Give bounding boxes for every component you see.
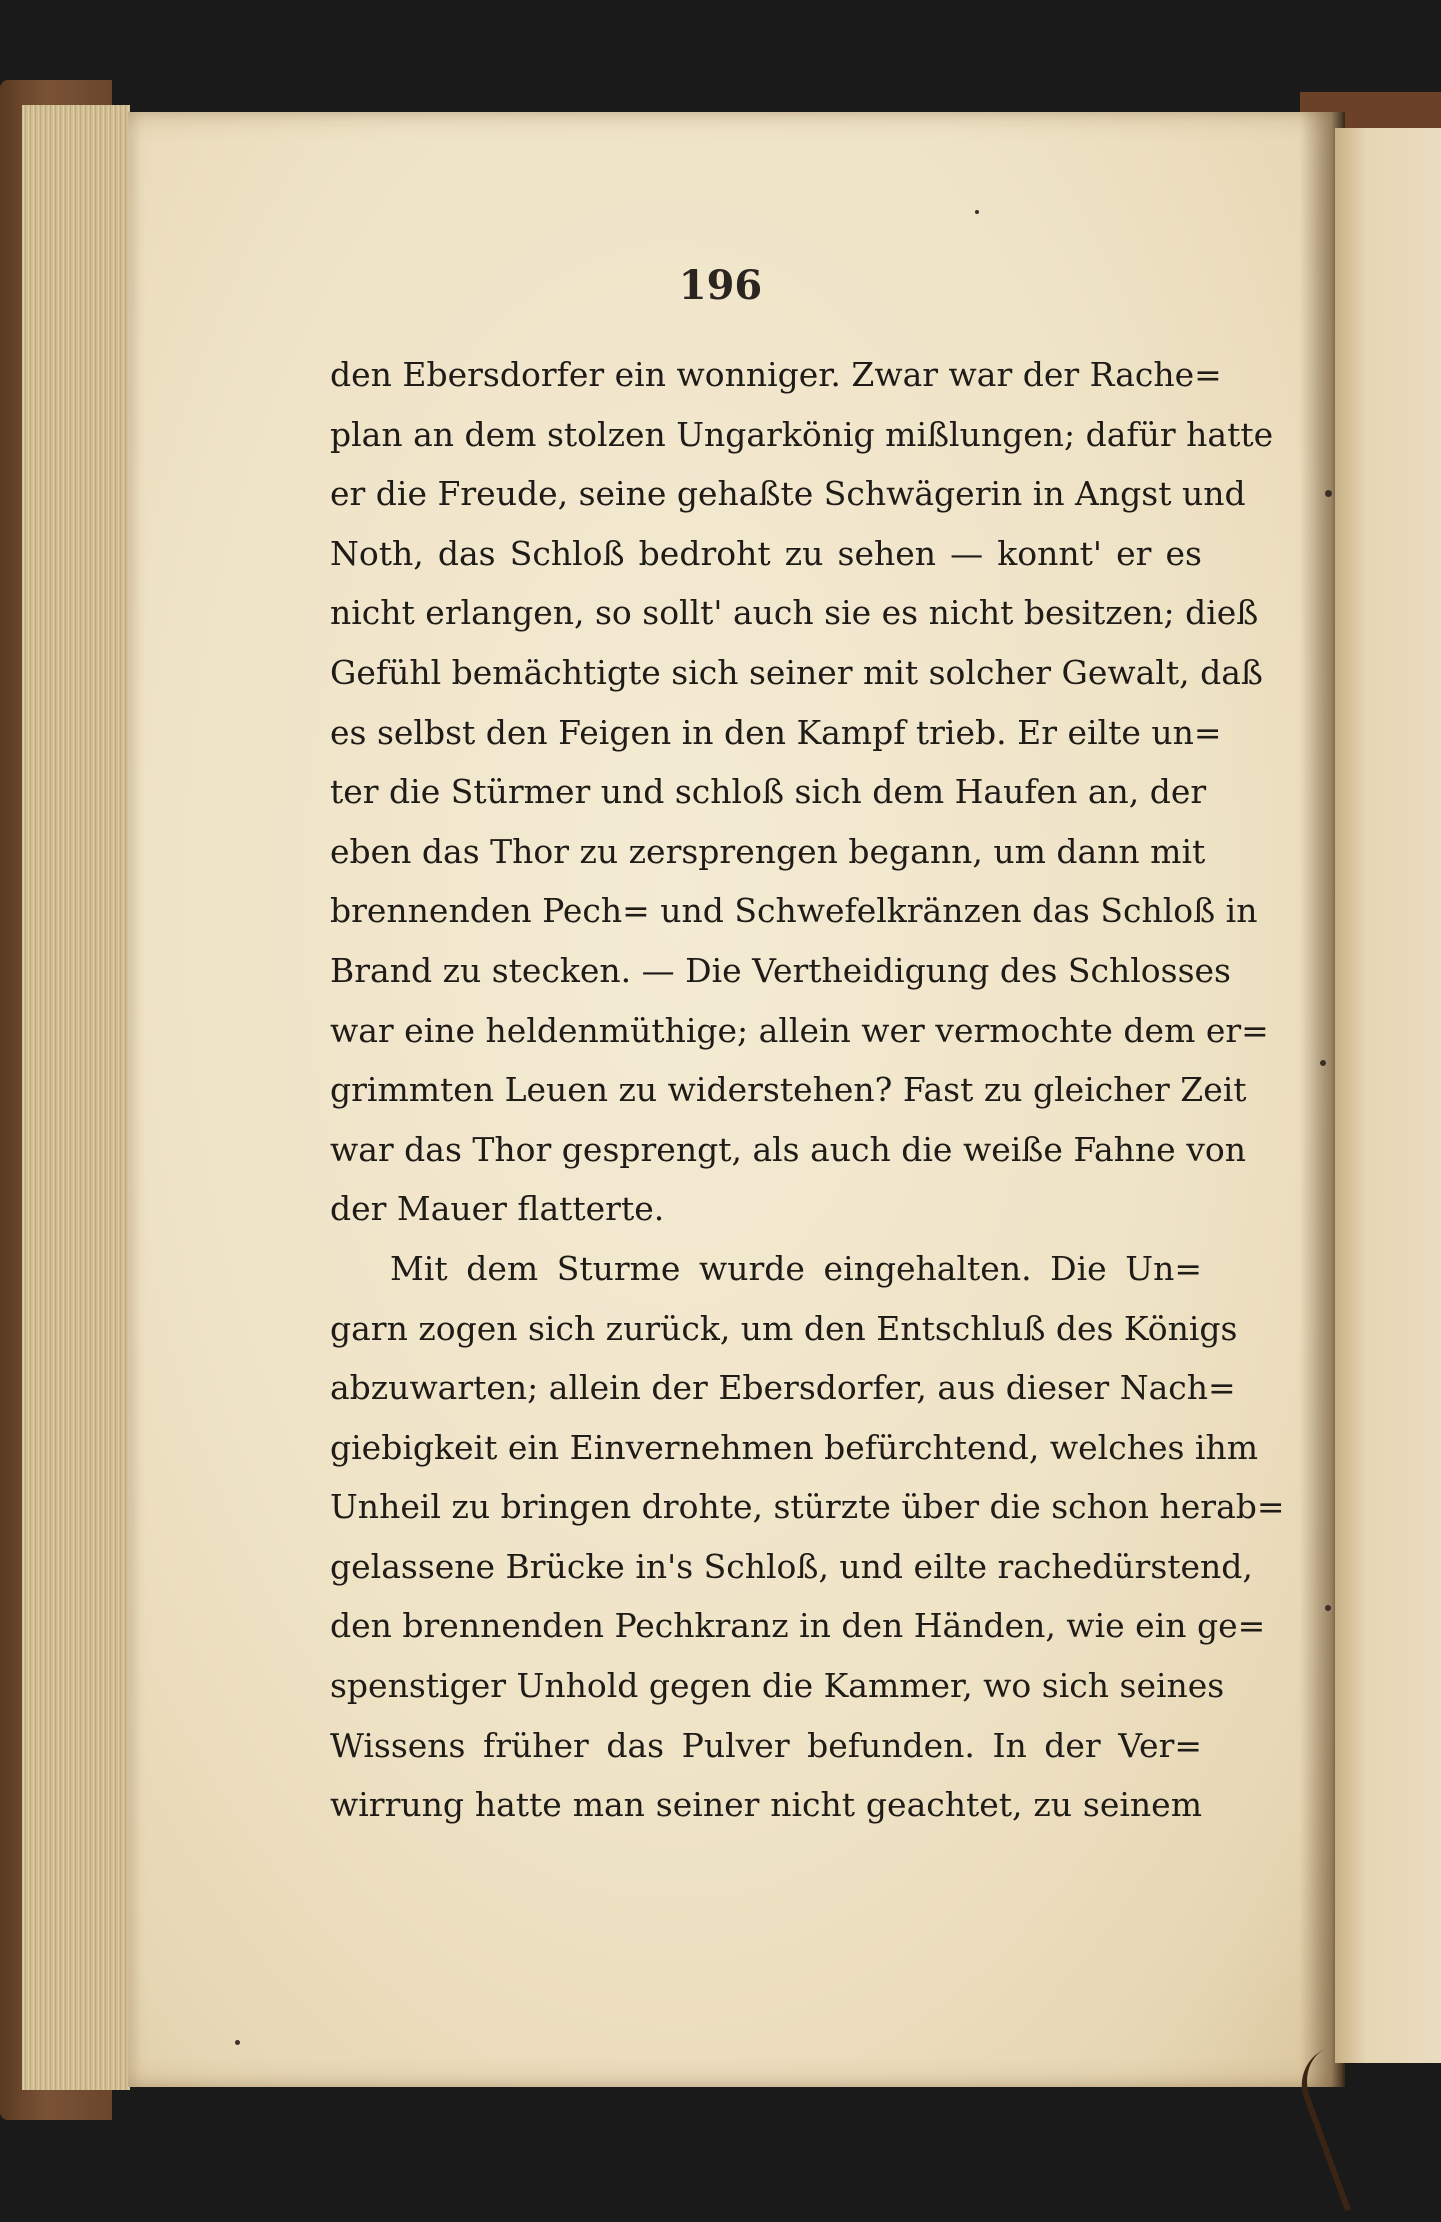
text-line: ter die Stürmer und schloß sich dem Haufen an, der [330, 772, 1207, 812]
text-line: Wissens früher das Pulver befunden. In der Ver= [330, 1725, 1202, 1765]
text-line: plan an dem stolzen Ungarkönig mißlungen; dafür hatte [330, 414, 1274, 454]
text-line: grimmten Leuen zu widerstehen? Fast zu gleicher Zeit [330, 1070, 1247, 1110]
facing-page-edge [1335, 128, 1441, 2063]
text-line: Gefühl bemächtigte sich seiner mit solcher Gewalt, daß [330, 652, 1263, 692]
text-line: Unheil zu bringen drohte, stürzte über die schon herab= [330, 1487, 1285, 1527]
text-line: spenstiger Unhold gegen die Kammer, wo sich seines [330, 1666, 1225, 1706]
page-number: 196 [678, 262, 763, 309]
text-line: war das Thor gesprengt, als auch die weiße Fahne von [330, 1129, 1246, 1169]
text-line: wirrung hatte man seiner nicht geachtet, zu seinem [330, 1785, 1202, 1825]
text-line: es selbst den Feigen in den Kampf trieb. Er eilte un= [330, 712, 1222, 752]
text-line: Noth, das Schloß bedroht zu sehen — konnt' er es [330, 533, 1202, 573]
text-line: der Mauer flatterte. [330, 1189, 665, 1229]
text-line: er die Freude, seine gehaßte Schwägerin in Angst und [330, 474, 1246, 514]
ink-speck [235, 2040, 240, 2045]
text-line: garn zogen sich zurück, um den Entschluß des Königs [330, 1308, 1238, 1348]
text-line: nicht erlangen, so sollt' auch sie es nicht besitzen; dieß [330, 593, 1259, 633]
text-line: Brand zu stecken. — Die Vertheidigung des Schlosses [330, 950, 1231, 990]
text-line: Mit dem Sturme wurde eingehalten. Die Un= [390, 1248, 1202, 1288]
ink-speck [975, 210, 979, 214]
ink-speck [1320, 1060, 1326, 1066]
ink-speck [1325, 1605, 1331, 1611]
text-line: giebigkeit ein Einvernehmen befürchtend, welches ihm [330, 1427, 1259, 1467]
text-line: den Ebersdorfer ein wonniger. Zwar war der Rache= [330, 355, 1222, 394]
text-line: brennenden Pech= und Schwefelkränzen das Schloß in [330, 891, 1258, 931]
text-line: den brennenden Pechkranz in den Händen, wie ein ge= [330, 1606, 1266, 1646]
text-line: abzuwarten; allein der Ebersdorfer, aus dieser Nach= [330, 1368, 1236, 1408]
body-text [330, 345, 1285, 1835]
text-line: war eine heldenmüthige; allein wer vermochte dem er= [330, 1010, 1269, 1050]
text-line: eben das Thor zu zersprengen begann, um dann mit [330, 831, 1206, 871]
text-line: gelassene Brücke in's Schloß, und eilte rachedürstend, [330, 1546, 1253, 1586]
ink-speck [1325, 490, 1332, 497]
page-edges [22, 105, 130, 2090]
